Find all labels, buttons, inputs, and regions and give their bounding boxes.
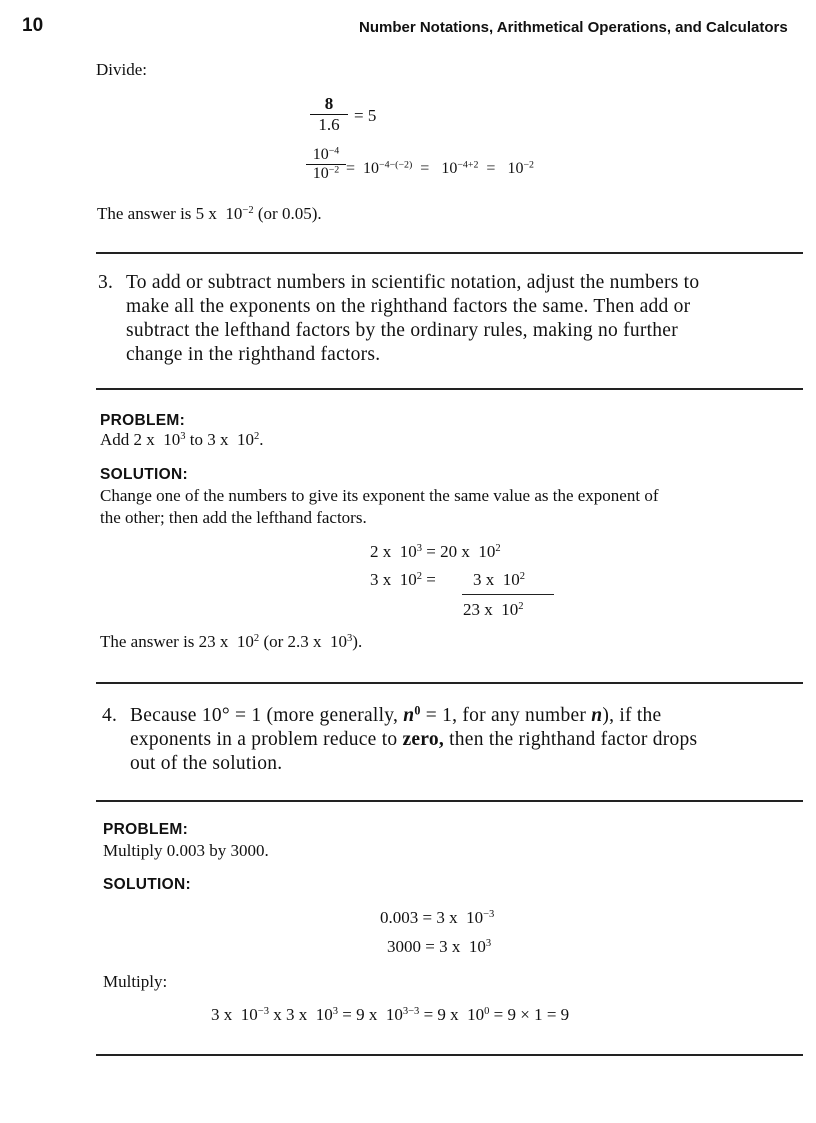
addition-row-2-right: 3 x $10^2$ bbox=[473, 570, 526, 589]
problem-label: PROBLEM: bbox=[100, 412, 186, 429]
multiply-row-2: 3000 = 3 x $10^3$ bbox=[387, 937, 492, 956]
rule-number: 3. bbox=[98, 272, 114, 293]
divide-answer: The answer is 5 x $10^{-2}$ (or 0.05). bbox=[97, 204, 322, 223]
problem-statement: Multiply 0.003 by 3000. bbox=[103, 841, 269, 860]
divide-intro: Divide: bbox=[96, 60, 147, 79]
fraction-denominator: $10^{-2}$ bbox=[312, 164, 340, 182]
divider bbox=[96, 388, 803, 390]
fraction-powers-of-ten bbox=[306, 146, 346, 183]
sum-line bbox=[462, 594, 554, 595]
addition-answer: The answer is 23 x $10^2$ (or 2.3 x $10^3$). bbox=[100, 632, 363, 651]
fraction-result: = 5 bbox=[354, 106, 377, 125]
rule-line: subtract the lefthand factors by the ordinary rules, making no further bbox=[126, 320, 678, 341]
rule-line: change in the righthand factors. bbox=[126, 344, 381, 365]
rule-line: make all the exponents on the righthand factors the same. Then add or bbox=[126, 296, 691, 317]
rule-3-paragraph bbox=[98, 271, 700, 367]
rule-line: Because 10° = 1 (more generally, $n^0 = 1$, for any number n), if the bbox=[130, 703, 662, 726]
solution-label: SOLUTION: bbox=[103, 876, 191, 893]
problem-label: PROBLEM: bbox=[103, 821, 189, 838]
divider bbox=[96, 1054, 803, 1056]
multiply-final-equation: 3 x $10^{-3}$ x 3 x $10^3 = 9$ x $10^{3-3} = 9$ x $10^0 = 9 \times 1 = 9$ bbox=[211, 1005, 570, 1024]
fraction-denominator: 1.6 bbox=[318, 115, 340, 134]
addition-row-2: 3 x $10^2$ = bbox=[370, 570, 436, 589]
rule-4-paragraph bbox=[102, 703, 698, 776]
fraction-numerator: 8 bbox=[324, 94, 334, 113]
rule-line: To add or subtract numbers in scientific notation, adjust the numbers to bbox=[126, 272, 700, 293]
addition-row-1: 2 x $10^3 = 20$ x $10^2$ bbox=[370, 542, 501, 561]
exponent-steps: = $10^{-4-(-2)}$ = $10^{-4+2}$ = $10^{-2}$ bbox=[346, 159, 534, 177]
solution-label: SOLUTION: bbox=[100, 466, 188, 483]
rule-number: 4. bbox=[102, 705, 118, 726]
multiply-label: Multiply: bbox=[103, 972, 168, 991]
addition-sum: 23 x $10^2$ bbox=[463, 600, 524, 619]
solution-text: Change one of the numbers to give its exponent the same value as the exponent of the other; then add the lefthand factors. bbox=[100, 486, 659, 527]
fraction-8-over-1-6 bbox=[310, 94, 348, 135]
rule-line: out of the solution. bbox=[130, 753, 283, 774]
running-title: Number Notations, Arithmetical Operations, and Calculators bbox=[359, 19, 788, 36]
page-number: 10 bbox=[22, 15, 44, 36]
divider bbox=[96, 252, 803, 254]
problem-statement: Add 2 x $10^3$ to 3 x $10^2$. bbox=[100, 430, 264, 449]
multiply-row-1: 0.003 = 3 x $10^{-3}$ bbox=[380, 908, 495, 927]
divider bbox=[96, 682, 803, 684]
rule-line: exponents in a problem reduce to zero, then the righthand factor drops bbox=[130, 729, 698, 750]
fraction-numerator: $10^{-4}$ bbox=[312, 145, 340, 163]
divider bbox=[96, 800, 803, 802]
